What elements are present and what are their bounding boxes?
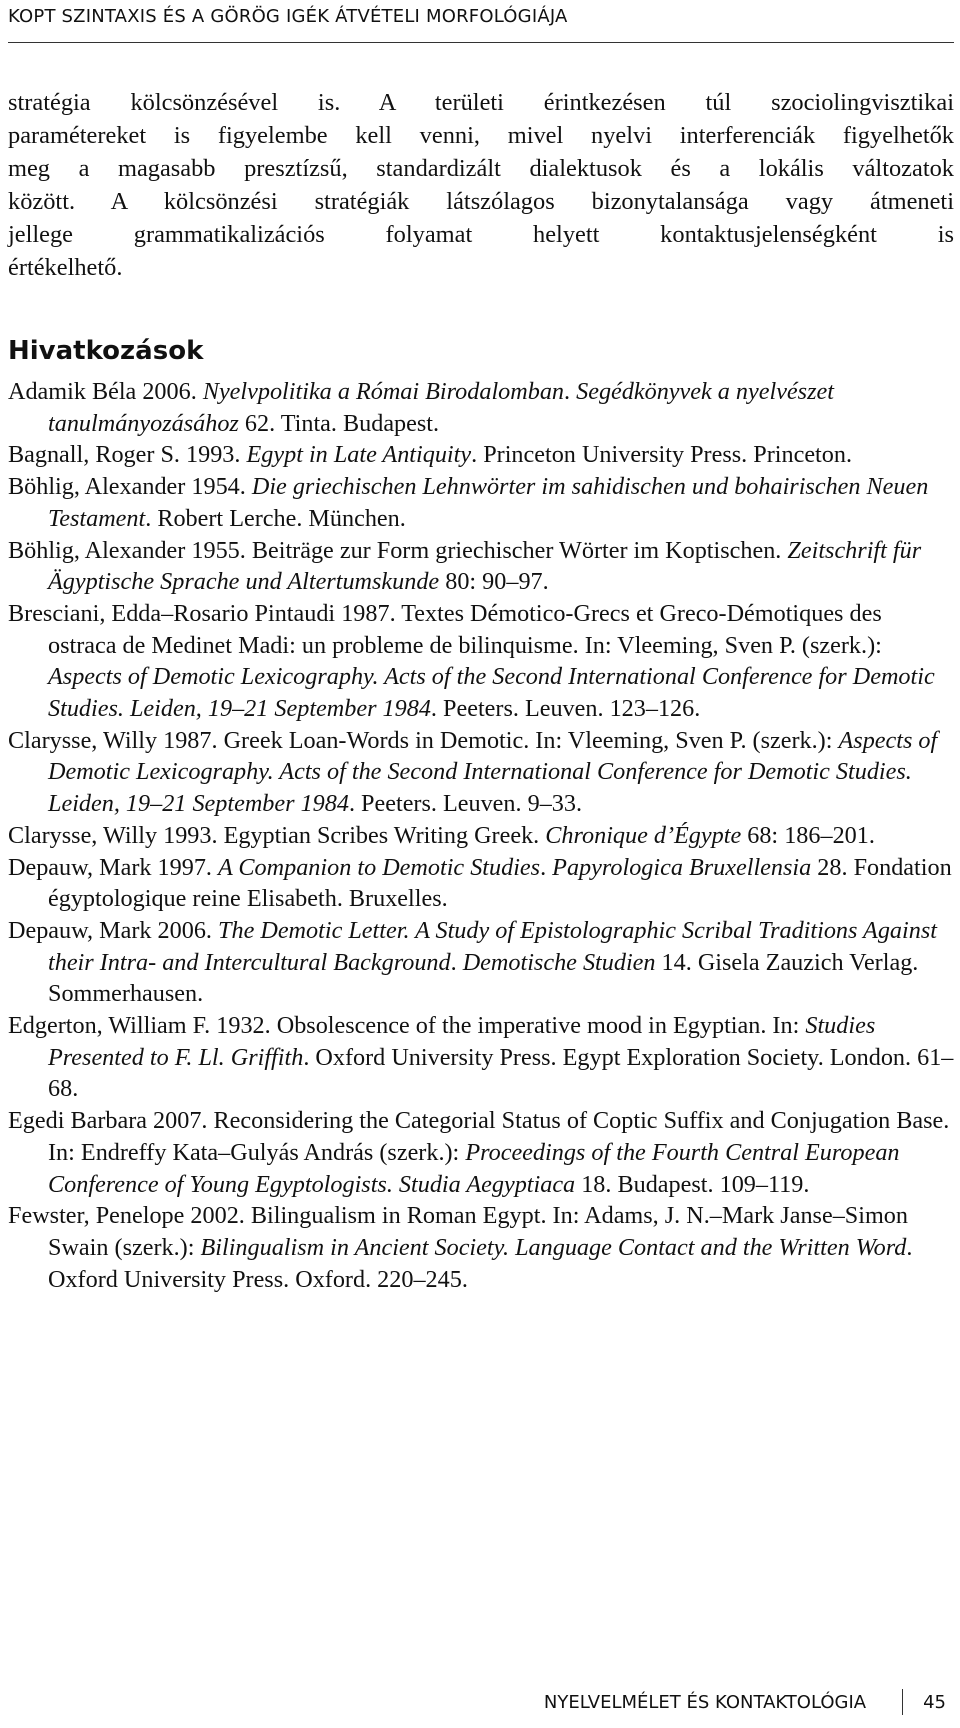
footer-separator (902, 1689, 903, 1715)
reference-entry (8, 1105, 954, 1200)
reference-segment: Böhlig, Alexander 1955. Beiträge zur Form griechischer Wörter im Koptischen. (8, 536, 788, 564)
reference-entry (8, 471, 954, 534)
reference-segment: . Princeton University Press. Princeton. (471, 441, 853, 469)
reference-italic-segment: Proceedings of the Fourth Central European Conference of Young Egyptologists. Studia Aegyptiaca (48, 1138, 900, 1198)
reference-entry (8, 852, 954, 915)
reference-segment: Fewster, Penelope 2002. Bilingualism in Roman Egypt. In: Adams, J. N.–Mark Janse–Simon Swain (szerk.): (8, 1202, 908, 1261)
reference-italic-segment: Bilingualism in Ancient Society. Language Contact and the Written Word (200, 1233, 907, 1261)
body-line: stratégia kölcsönzésével is. A területi érintkezésen túl szociolingvisztikai (8, 89, 954, 116)
reference-italic-segment: Aspects of Demotic Lexicography. Acts of the Second International Conference for Demotic Studies. Leiden, 19–21 September 1984 (48, 726, 938, 818)
reference-segment: . Oxford University Press. Egypt Exploration Society. London. 61–68. (48, 1043, 954, 1103)
reference-italic-segment: Demotische Studien (462, 948, 656, 976)
reference-italic-segment: Aspects of Demotic Lexicography. Acts of the Second International Conference for Demotic Studies. Leiden, 19–21 September 1984 (48, 663, 935, 723)
footer-journal-title: NYELVELMÉLET ÉS KONTAKTOLÓGIA (543, 1691, 867, 1713)
reference-segment: 80: 90–97. (439, 568, 549, 596)
page-number: 45 (923, 1691, 946, 1713)
reference-segment: . Robert Lerche. München. (145, 504, 406, 532)
header-rule (8, 42, 954, 43)
reference-italic-segment: Papyrologica Bruxellensia (552, 853, 812, 881)
reference-segment: 18. Budapest. 109–119. (575, 1170, 810, 1198)
reference-entry (8, 1010, 954, 1105)
body-line: között. A kölcsönzési stratégiák látszólagos bizonytalansága vagy átmeneti (8, 188, 954, 215)
reference-segment: 14. Gisela Zauzich Verlag. Sommerhausen. (48, 948, 919, 1008)
running-header: KOPT SZINTAXIS ÉS A GÖRÖG IGÉK ÁTVÉTELI MORFOLÓGIÁJA (8, 6, 568, 27)
reference-italic-segment: Studies Presented to F. Ll. Griffith (48, 1012, 876, 1071)
reference-italic-segment: Egypt in Late Antiquity (246, 441, 472, 469)
reference-segment: . (450, 948, 463, 976)
reference-segment: Adamik Béla 2006. (8, 378, 203, 405)
reference-entry (8, 820, 954, 852)
reference-segment: Böhlig, Alexander 1954. (8, 473, 252, 501)
reference-entry (8, 535, 954, 598)
reference-segment: 28. Fondation égyptologique reine Elisabeth. Bruxelles. (48, 853, 952, 913)
reference-segment: 62. Tinta. Budapest. (238, 409, 440, 437)
reference-entry (8, 725, 954, 820)
reference-segment: . Peeters. Leuven. 9–33. (348, 790, 583, 818)
reference-segment: Egedi Barbara 2007. Reconsidering the Categorial Status of Coptic Suffix and Conjugation Base. In: Endreffy Kata–Gulyás András (szerk.): (8, 1107, 950, 1166)
reference-entry (8, 598, 954, 725)
body-paragraph (8, 86, 954, 284)
reference-italic-segment: Nyelvpolitika a Római Birodalomban (202, 378, 565, 405)
reference-italic-segment: Segédkönyvek a nyelvészet tanulmányozásához (48, 378, 834, 437)
reference-segment: . (564, 378, 577, 405)
reference-segment: Bresciani, Edda–Rosario Pintaudi 1987. Textes Démotico-Grecs et Greco-Démotiques des ostraca de Medinet Madi: un probleme de bilinquisme. In: Vleeming, Sven P. (szerk.): (8, 599, 882, 659)
reference-list (8, 376, 954, 1295)
reference-italic-segment: The Demotic Letter. A Study of Epistolographic Scribal Traditions Against their Intra- and Intercultural Background (48, 916, 937, 976)
reference-segment: Clarysse, Willy 1993. Egyptian Scribes Writing Greek. (8, 821, 546, 849)
page-footer (544, 1688, 946, 1716)
reference-segment: . Peeters. Leuven. 123–126. (430, 695, 701, 723)
reference-segment: Edgerton, William F. 1932. Obsolescence of the imperative mood in Egyptian. In: (8, 1012, 806, 1040)
reference-italic-segment: Zeitschrift für Ägyptische Sprache und Altertumskunde (48, 536, 922, 596)
reference-italic-segment: Die griechischen Lehnwörter im sahidischen und bohairischen Neuen Testament (48, 473, 929, 532)
section-heading: Hivatkozások (8, 336, 204, 366)
reference-italic-segment: Chronique d’Égypte (545, 821, 742, 849)
body-line: paramétereket is figyelembe kell venni, mivel nyelvi interferenciák figyelhetők (8, 122, 954, 149)
reference-segment: Depauw, Mark 1997. (8, 853, 219, 881)
reference-entry (8, 1200, 954, 1295)
reference-entry (8, 376, 954, 439)
reference-segment: Depauw, Mark 2006. (8, 916, 219, 944)
body-line: jellege grammatikalizációs folyamat helyett kontaktusjelenségként is (8, 221, 954, 248)
reference-segment: Clarysse, Willy 1987. Greek Loan-Words in Demotic. In: Vleeming, Sven P. (szerk.): (8, 726, 839, 754)
body-line: meg a magasabb presztízsű, standardizált dialektusok és a lokális változatok (8, 155, 954, 182)
reference-italic-segment: A Companion to Demotic Studies (218, 853, 541, 881)
body-line: értékelhető. (8, 254, 123, 281)
reference-segment: 68: 186–201. (741, 821, 875, 849)
reference-entry (8, 439, 954, 471)
reference-segment: . Oxford University Press. Oxford. 220–245. (48, 1233, 913, 1293)
reference-entry (8, 915, 954, 1010)
reference-segment: Bagnall, Roger S. 1993. (8, 441, 247, 469)
reference-segment: . (540, 853, 553, 881)
